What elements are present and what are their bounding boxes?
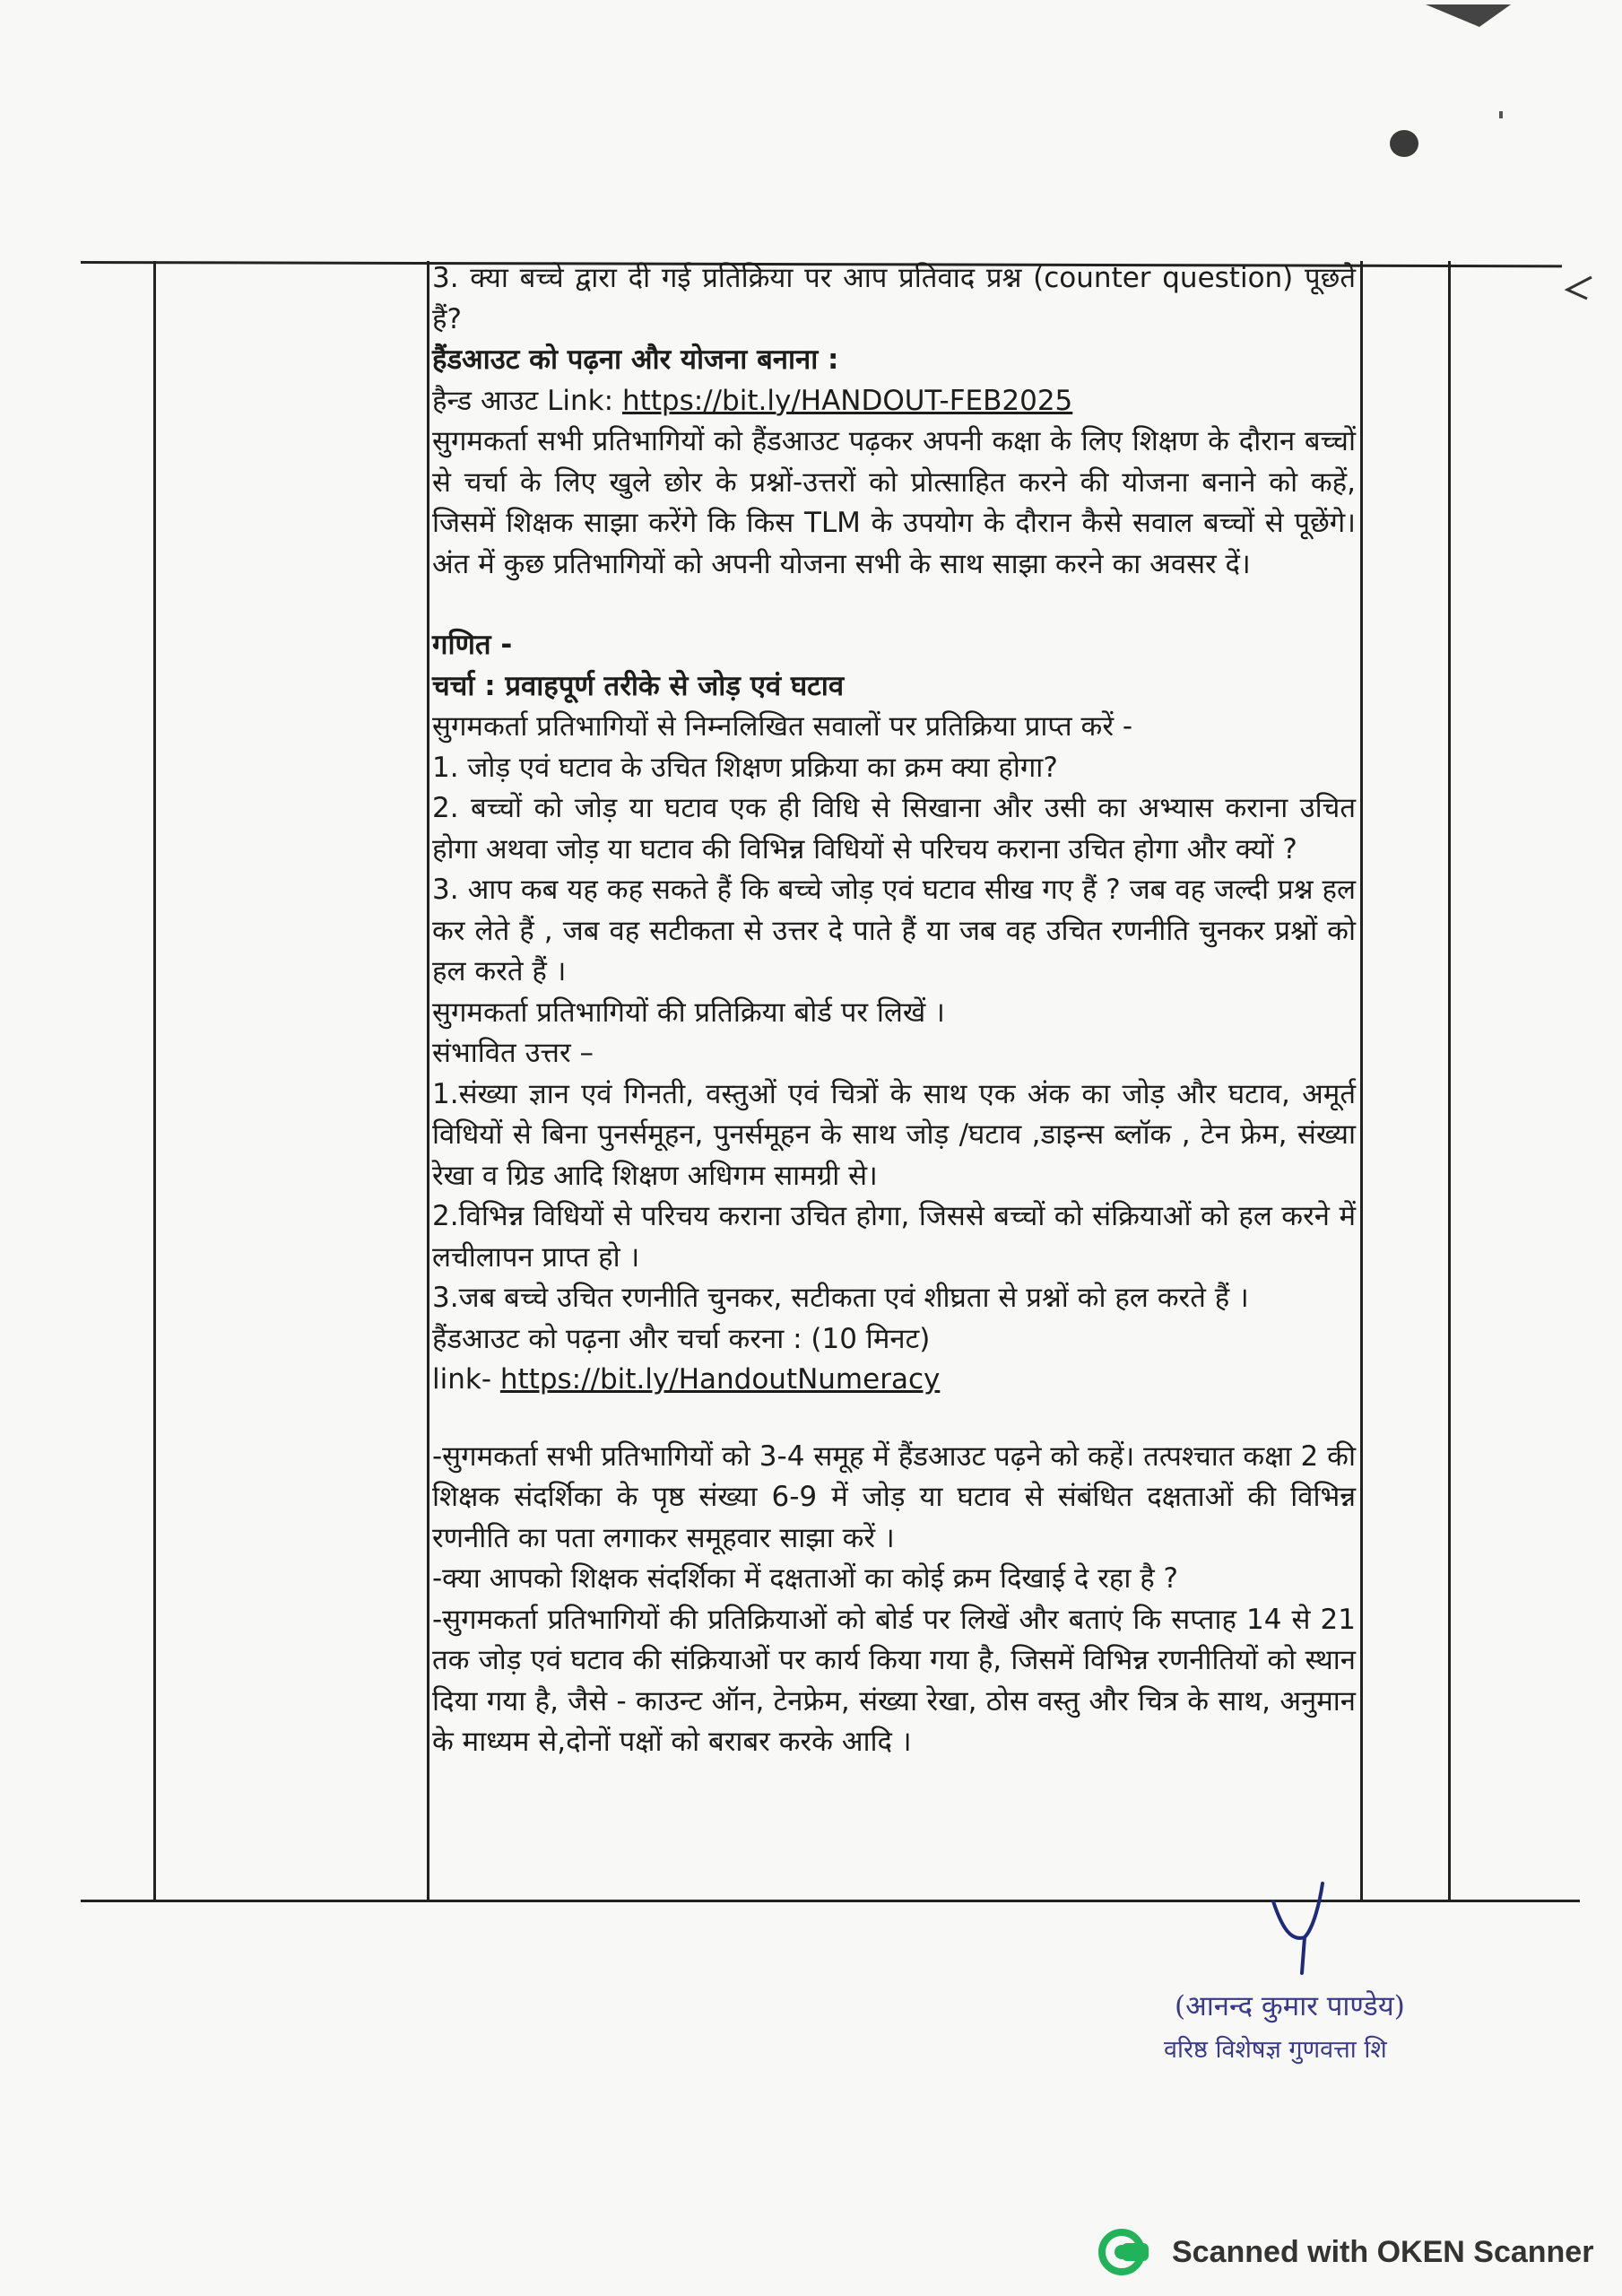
handout-link-label: हैन्ड आउट Link:	[432, 384, 622, 417]
stray-dot	[1499, 111, 1503, 118]
handout-link[interactable]: https://bit.ly/HANDOUT-FEB2025	[621, 384, 1073, 417]
answer-1: 1.संख्या ज्ञान एवं गिनती, वस्तुओं एवं चित्रों के साथ एक अंक का जोड़ और घटाव, अमूर्त विधियों से बिना पुनर्समूहन, पुनर्समूहन के साथ जोड़ /घटाव ,डाइन्स ब्लॉक , टेन फ्रेम, संख्या रेखा व ग्रिड आदि शिक्षण अधिगम सामग्री से।	[432, 1077, 1356, 1192]
discussion-question-3: 3. आप कब यह कह सकते हैं कि बच्चे जोड़ एवं घटाव सीख गए हैं ? जब वह जल्दी प्रश्न हल कर लेते हैं , जब वह सटीकता से उत्तर दे पाते हैं या जब वह उचित रणनीति चुनकर प्रश्नों को हल करते हैं ।	[432, 874, 1356, 987]
corner-mark	[1426, 0, 1515, 36]
scanner-watermark	[1098, 2229, 1593, 2275]
question-3: 3. क्या बच्चे द्वारा दी गई प्रतिक्रिया पर आप प्रतिवाद प्रश्न (counter question) पूछते हैं?	[432, 262, 1356, 335]
table-col-line-4	[1448, 261, 1451, 1901]
numeracy-link-label: link-	[432, 1363, 500, 1396]
table-col-line-2	[427, 261, 429, 1901]
reading-heading: हैंडआउट को पढ़ना और चर्चा करना : (10 मिनट)	[432, 1322, 931, 1355]
instruction-paragraph-2: -सुगमकर्ता प्रतिभागियों की प्रतिक्रियाओं को बोर्ड पर लिखें और बताएं कि सप्ताह 14 से 21 तक जोड़ एवं घटाव की संक्रियाओं पर कार्य किया गया है, जिसमें विभिन्न रणनीतियों को स्थान दिया गया है, जैसे - काउन्ट ऑन, टेनफ्रेम, संख्या रेखा, ठोस वस्तु और चित्र के साथ, अनुमान के माध्यम से,दोनों पक्षों को बराबर करके आदि ।	[432, 1603, 1356, 1758]
instruction-question: -क्या आपको शिक्षक संदर्शिका में दक्षताओं का कोई क्रम दिखाई दे रहा है ?	[432, 1562, 1179, 1595]
discussion-question-1: 1. जोड़ एवं घटाव के उचित शिक्षण प्रक्रिया का क्रम क्या होगा?	[432, 751, 1058, 784]
numeracy-link-line	[432, 1360, 1356, 1401]
answer-2: 2.विभिन्न विधियों से परिचय कराना उचित होगा, जिससे बच्चों को संक्रियाओं को हल करने में लचीलापन प्राप्त हो ।	[432, 1200, 1356, 1274]
signature-name: (आनन्द कुमार पाण्डेय)	[1175, 1990, 1405, 2022]
discussion-heading: चर्चा : प्रवाहपूर्ण तरीके से जोड़ एवं घटाव	[432, 669, 845, 702]
numeracy-link[interactable]: https://bit.ly/HandoutNumeracy	[499, 1363, 941, 1396]
discussion-intro: सुगमकर्ता प्रतिभागियों से निम्नलिखित सवालों पर प्रतिक्रिया प्राप्त करें -	[432, 710, 1133, 743]
math-heading: गणित -	[432, 629, 513, 661]
handout-link-line	[432, 381, 1356, 422]
tick-mark	[1560, 274, 1596, 300]
instruction-paragraph-1: -सुगमकर्ता सभी प्रतिभागियों को 3-4 समूह में हैंडआउट पढ़ने को कहें। तत्पश्चात कक्षा 2 की शिक्षक संदर्शिका के पृष्ठ संख्या 6-9 में जोड़ या घटाव से संबंधित दक्षताओं की विभिन्न रणनीति का पता लगाकर समूहवार साझा करें ।	[432, 1439, 1356, 1554]
handout-heading: हैंडआउट को पढ़ना और योजना बनाना :	[432, 344, 839, 376]
content-cell	[432, 258, 1356, 1763]
table-col-line-3	[1360, 261, 1363, 1901]
signature-title: वरिष्ठ विशेषज्ञ गुणवत्ता शि	[1164, 2036, 1387, 2064]
possible-answers-heading: संभावित उत्तर –	[432, 1037, 594, 1069]
scanner-text: Scanned with OKEN Scanner	[1172, 2234, 1594, 2269]
answer-3: 3.जब बच्चे उचित रणनीति चुनकर, सटीकता एवं शीघ्रता से प्रश्नों को हल करते हैं ।	[432, 1282, 1249, 1314]
discussion-question-2: 2. बच्चों को जोड़ या घटाव एक ही विधि से सिखाना और उसी का अभ्यास कराना उचित होगा अथवा जोड़ या घटाव की विभिन्न विधियों से परिचय कराना उचित होगा और क्यों ?	[432, 792, 1356, 865]
table-col-line-1	[153, 261, 156, 1901]
punch-hole	[1390, 130, 1418, 157]
board-note: सुगमकर्ता प्रतिभागियों की प्रतिक्रिया बोर्ड पर लिखें ।	[432, 996, 945, 1029]
signature-scribble	[1255, 1874, 1354, 1982]
table-bottom-border	[81, 1900, 1580, 1902]
oken-scanner-logo-icon	[1098, 2229, 1152, 2275]
handout-paragraph: सुगमकर्ता सभी प्रतिभागियों को हैंडआउट पढ़कर अपनी कक्षा के लिए शिक्षण के दौरान बच्चों से चर्चा के लिए खुले छोर के प्रश्नों-उत्तरों को प्रोत्साहित करने की योजना बनाने को कहें, जिसमें शिक्षक साझा करेंगे कि किस TLM के उपयोग के दौरान कैसे सवाल बच्चों से पूछेंगे। अंत में कुछ प्रतिभागियों को अपनी योजना सभी के साथ साझा करने का अवसर दें।	[432, 425, 1356, 580]
